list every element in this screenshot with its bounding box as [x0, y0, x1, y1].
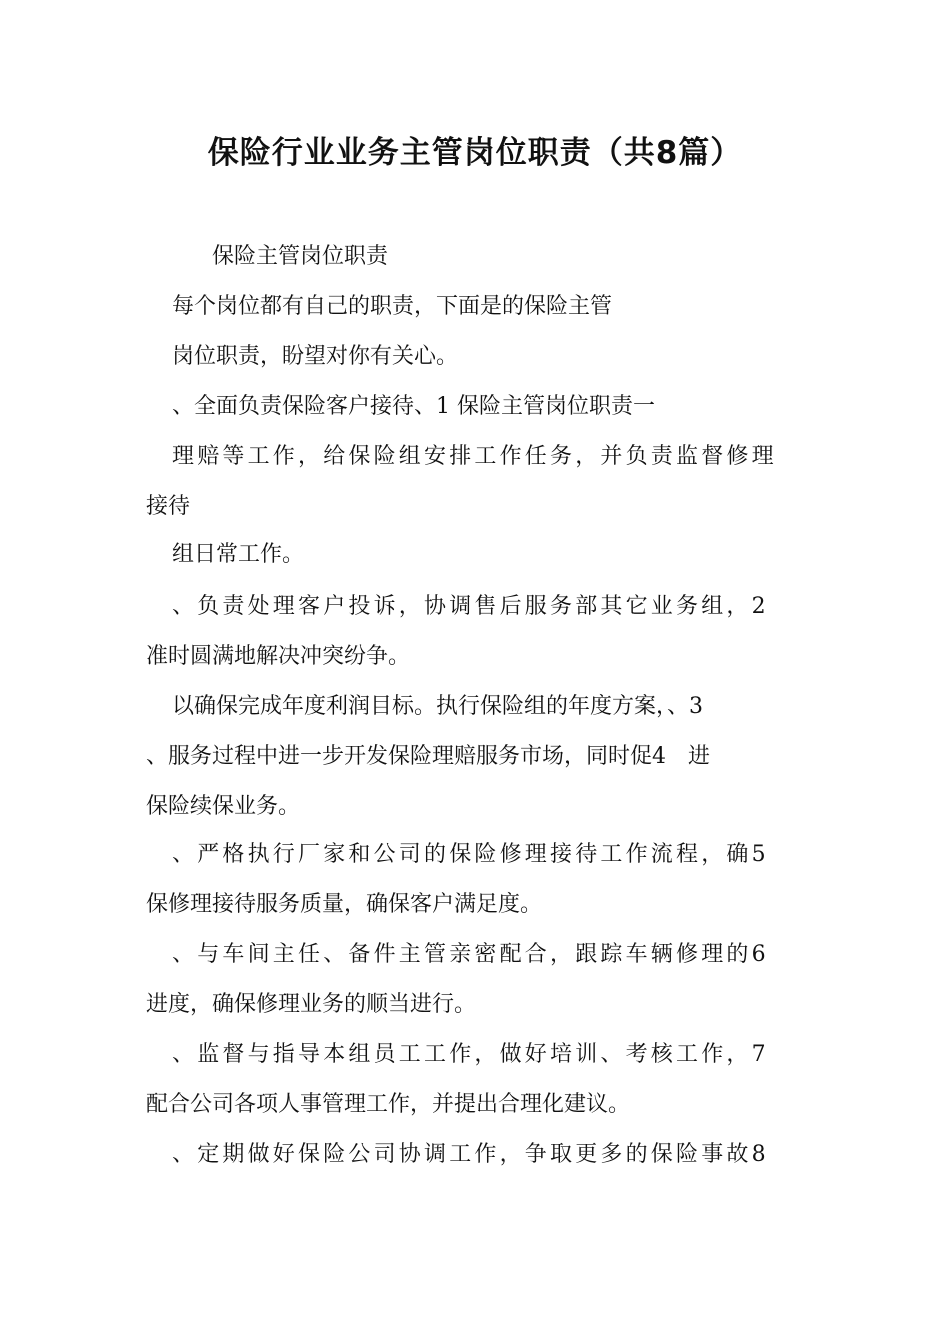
body-line: 接待 [146, 494, 191, 519]
document-title: 保险行业业务主管岗位职责（共8篇） [207, 135, 743, 171]
body-line: 每个岗位都有自己的职责，下面是的保险主管 [172, 294, 613, 319]
section-heading: 保险主管岗位职责 [212, 244, 389, 269]
body-line: 岗位职责，盼望对你有关心。 [172, 344, 459, 369]
body-line: 组日常工作。 [172, 542, 305, 567]
body-line: 配合公司各项人事管理工作，并提出合理化建议。 [146, 1092, 631, 1117]
body-line: 、负责处理客户投诉，协调售后服务部其它业务组，2 [172, 594, 769, 619]
body-line: 、严格执行厂家和公司的保险修理接待工作流程，确5 [172, 842, 769, 867]
body-line: 、全面负责保险客户接待、1 保险主管岗位职责一 [172, 394, 655, 419]
body-line: 、服务过程中进一步开发保险理赔服务市场，同时促4 进 [146, 744, 710, 769]
body-line: 、与车间主任、备件主管亲密配合，跟踪车辆修理的6 [172, 942, 769, 967]
body-line: 进度，确保修理业务的顺当进行。 [146, 992, 477, 1017]
body-line: 准时圆满地解决冲突纷争。 [146, 644, 411, 669]
body-line: 保险续保业务。 [146, 794, 301, 819]
body-line: 保修理接待服务质量，确保客户满足度。 [146, 892, 543, 917]
body-line: 理赔等工作，给保险组安排工作任务，并负责监督修理 [172, 444, 777, 469]
body-line: 、监督与指导本组员工工作，做好培训、考核工作，7 [172, 1042, 769, 1067]
body-line: 、定期做好保险公司协调工作，争取更多的保险事故8 [172, 1142, 769, 1167]
body-line: 以确保完成年度利润目标。执行保险组的年度方案，、3 [172, 694, 703, 719]
